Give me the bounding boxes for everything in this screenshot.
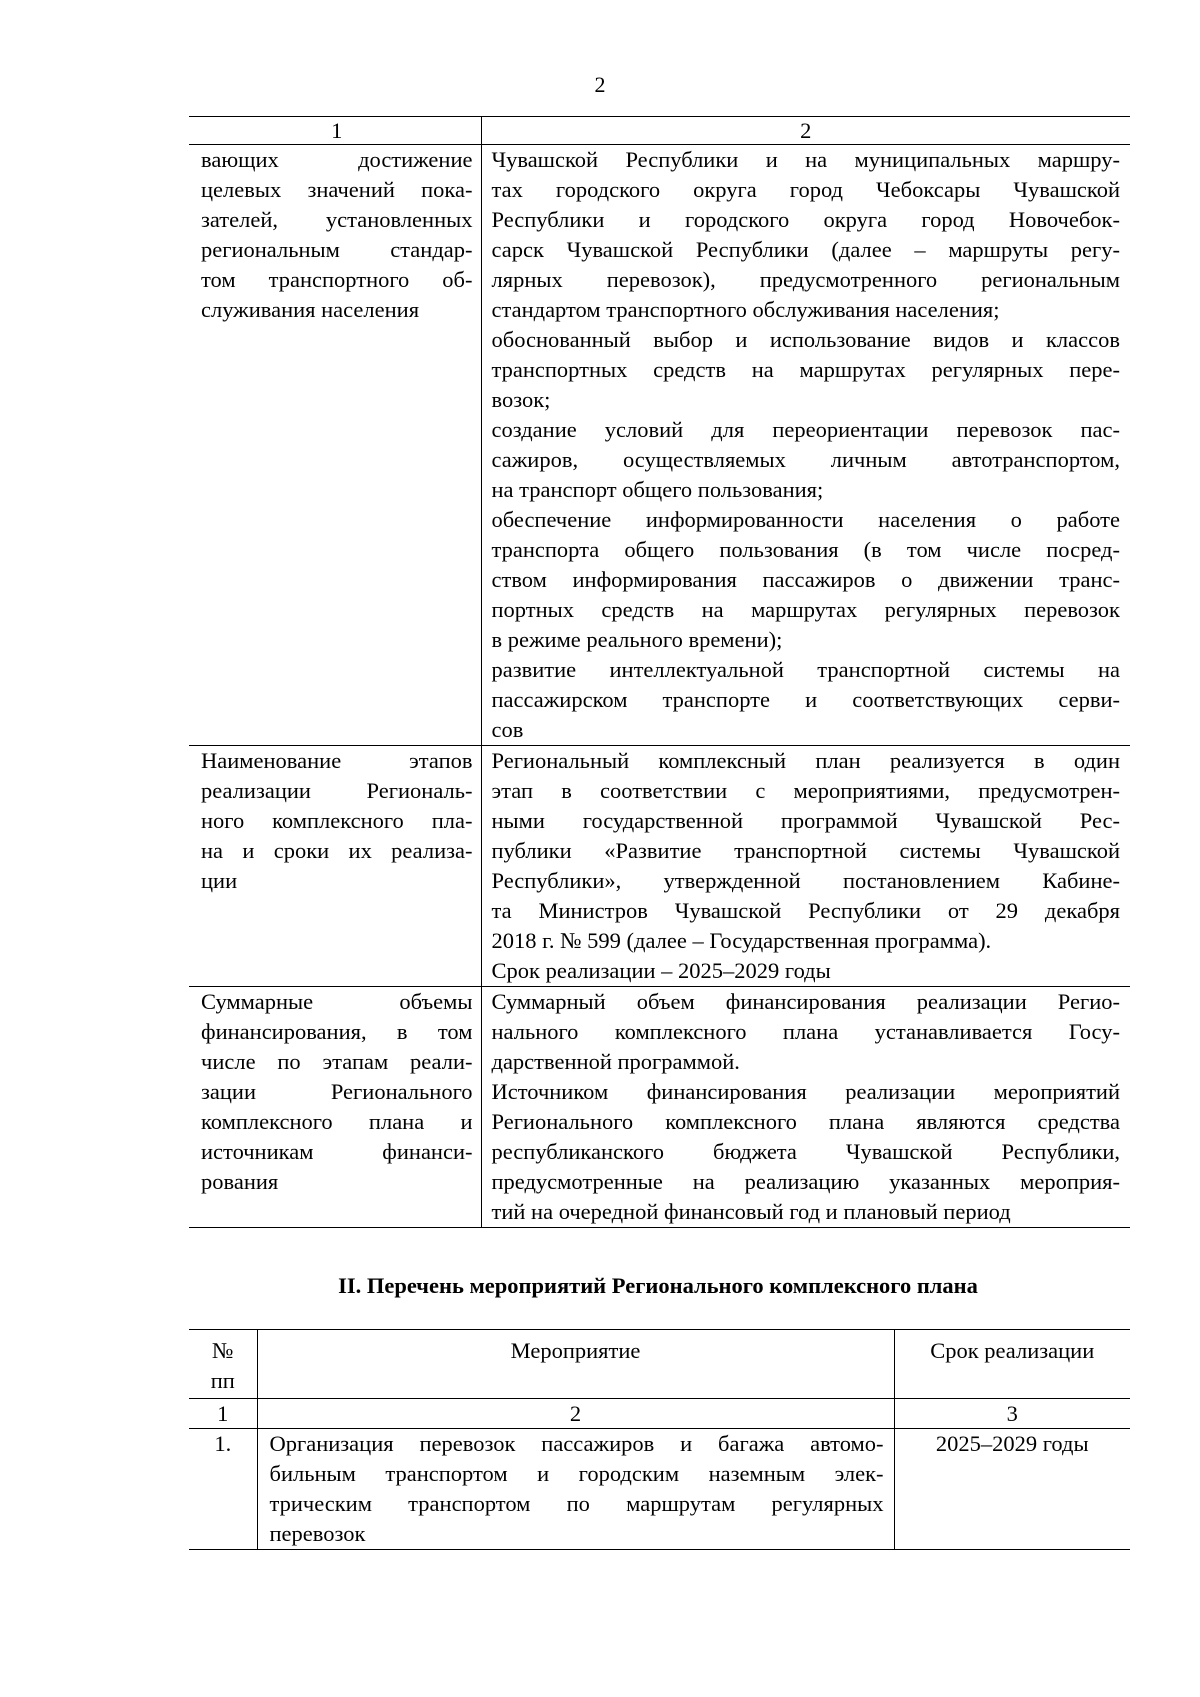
text-line: возок; [491, 387, 551, 412]
text-line: целевых значений пока- [201, 177, 473, 202]
text-line: реализации Региональ- [201, 778, 473, 803]
text-line: Суммарный объем финансирования реализации Регио- [491, 989, 1120, 1014]
table-row [189, 746, 1130, 987]
table-row [189, 987, 1130, 1228]
text-line: на и сроки их реализа- [201, 838, 473, 863]
row-content [481, 746, 1130, 987]
text-line: портных средств на маршрутах регулярных перевозок [491, 597, 1120, 622]
row-content [481, 987, 1130, 1228]
text-line: ции [201, 868, 238, 893]
text-line: вающих достижение [201, 147, 473, 172]
row-number: 1. [189, 1429, 257, 1550]
text-line: финансирования, в том [201, 1019, 473, 1044]
header-number [189, 1330, 257, 1399]
text-line: на транспорт общего пользования; [491, 477, 824, 502]
text-line: республиканского бюджета Чувашской Республики, [491, 1139, 1120, 1164]
text-line: развитие интеллектуальной транспортной системы на [491, 657, 1120, 682]
text-line: Регионального комплексного плана являются средства [491, 1109, 1120, 1134]
text-line: публики «Развитие транспортной системы Чувашской [491, 838, 1120, 863]
row-content [481, 145, 1130, 746]
table-row [189, 145, 1130, 746]
column-number-1: 1 [331, 118, 343, 143]
text-line: бильным транспортом и городским наземным элек- [269, 1461, 884, 1486]
text-line: Наименование этапов [201, 748, 473, 773]
text-line: та Министров Чувашской Республики от 29 декабря [491, 898, 1120, 923]
page-number: 2 [594, 72, 606, 97]
table-row [189, 1429, 1130, 1550]
text-line: транспортных средств на маршрутах регулярных пере- [491, 357, 1120, 382]
text-line: зателей, установленных [201, 207, 473, 232]
text-line: обоснованный выбор и использование видов и классов [491, 327, 1120, 352]
text-line: том транспортного об- [201, 267, 473, 292]
column-number-1: 1 [189, 1399, 257, 1429]
text-line: Региональный комплексный план реализуется в один [491, 748, 1120, 773]
table-header-row [189, 117, 1130, 145]
header-number-line: пп [210, 1368, 235, 1393]
text-line: 2018 г. № 599 (далее – Государственная программа). [491, 928, 992, 953]
text-line: перевозок [269, 1521, 366, 1546]
text-line: Срок реализации – 2025–2029 годы [491, 958, 831, 983]
text-line: тий на очередной финансовый год и плановый период [491, 1199, 1011, 1224]
text-line: Организация перевозок пассажиров и багажа автомо- [269, 1431, 884, 1456]
text-line: обеспечение информированности населения о работе [491, 507, 1120, 532]
text-line: ного комплексного пла- [201, 808, 473, 833]
table-header-row [189, 1330, 1130, 1399]
text-line: Суммарные объемы [201, 989, 473, 1014]
column-number-2: 2 [257, 1399, 894, 1429]
text-line: Источником финансирования реализации мероприятий [491, 1079, 1120, 1104]
text-line: транспорта общего пользования (в том числе посред- [491, 537, 1120, 562]
text-line: Чувашской Республики и на муниципальных маршру- [491, 147, 1120, 172]
text-line: источникам финанси- [201, 1139, 473, 1164]
text-line: лярных перевозок), предусмотренного региональным [491, 267, 1120, 292]
row-label [189, 145, 481, 746]
row-term: 2025–2029 годы [894, 1429, 1130, 1550]
header-event: Мероприятие [257, 1330, 894, 1399]
text-line: сарск Чувашской Республики (далее – маршруты регу- [491, 237, 1120, 262]
text-line: служивания населения [201, 297, 420, 322]
text-line: ными государственной программой Чувашской Рес- [491, 808, 1120, 833]
text-line: сажиров, осуществляемых личным автотранспортом, [491, 447, 1120, 472]
header-term: Срок реализации [894, 1330, 1130, 1399]
text-line: нального комплексного плана устанавливается Госу- [491, 1019, 1120, 1044]
row-event [257, 1429, 894, 1550]
text-line: пассажирском транспорте и соответствующих серви- [491, 687, 1120, 712]
text-line: комплексного плана и [201, 1109, 473, 1134]
text-line: предусмотренные на реализацию указанных мероприя- [491, 1169, 1120, 1194]
text-line: рования [201, 1169, 279, 1194]
text-line: трическим транспортом по маршрутам регулярных [269, 1491, 884, 1516]
text-line: в режиме реального времени); [491, 627, 783, 652]
text-line: числе по этапам реали- [201, 1049, 473, 1074]
measures-table [189, 1329, 1130, 1550]
passport-table [189, 116, 1130, 1228]
text-line: Республики», утвержденной постановлением Кабине- [491, 868, 1120, 893]
text-line: зации Регионального [201, 1079, 473, 1104]
text-line: ством информирования пассажиров о движении транс- [491, 567, 1120, 592]
text-line: стандартом транспортного обслуживания населения; [491, 297, 1000, 322]
text-line: этап в соответствии с мероприятиями, предусмотрен- [491, 778, 1120, 803]
text-line: создание условий для переориентации перевозок пас- [491, 417, 1120, 442]
text-line: Республики и городского округа город Новочебок- [491, 207, 1120, 232]
text-line: тах городского округа город Чебоксары Чувашской [491, 177, 1120, 202]
column-number-2: 2 [481, 117, 1130, 145]
text-line: сов [491, 717, 524, 742]
header-number-line: № [212, 1338, 234, 1363]
column-number-row [189, 1399, 1130, 1429]
column-number-3: 3 [894, 1399, 1130, 1429]
row-label [189, 987, 481, 1228]
section-title: II. Перечень мероприятий Регионального комплексного плана [338, 1273, 978, 1298]
text-line: дарственной программой. [491, 1049, 740, 1074]
row-label [189, 746, 481, 987]
text-line: региональным стандар- [201, 237, 473, 262]
